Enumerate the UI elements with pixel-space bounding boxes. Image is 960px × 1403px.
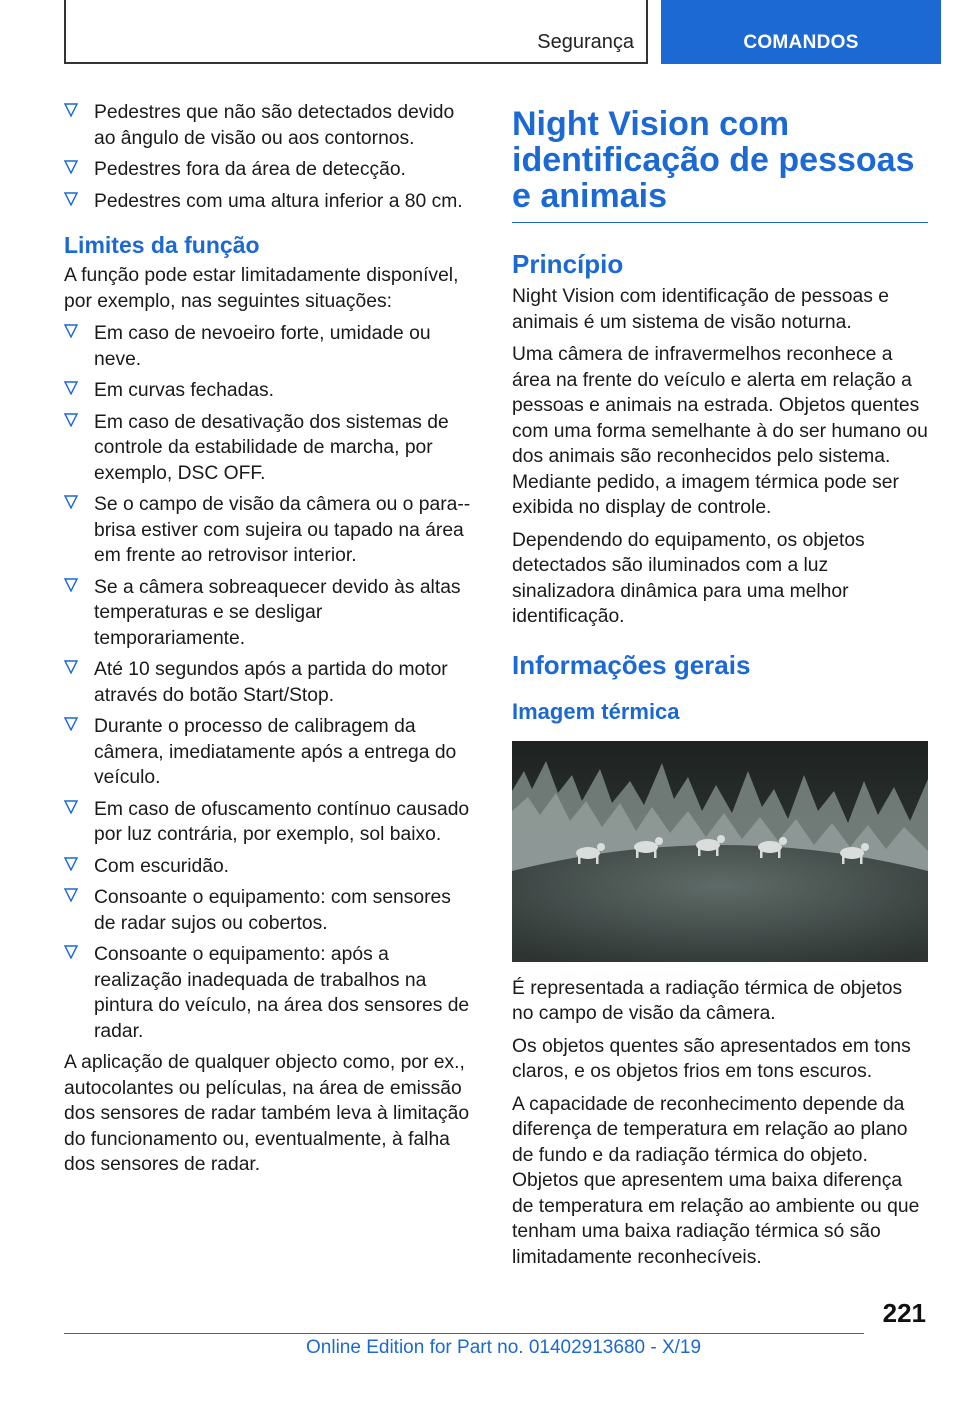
thermal-image-illustration: [512, 741, 928, 962]
triangle-bullet-icon: [64, 888, 78, 902]
thermal-paragraph: Os objetos quentes são apresentados em tons claros, e os objetos frios em tons escuros.: [512, 1035, 911, 1082]
triangle-bullet-icon: [64, 495, 78, 509]
triangle-bullet-icon: [64, 192, 78, 206]
triangle-bullet-icon: [64, 857, 78, 871]
left-column: [64, 100, 476, 1185]
closing-paragraph: A aplicação de qualquer objecto como, por ex., autocolantes ou películas, na área de emissão dos sensores de radar também leva à limitação do funcionamento ou, eventualmente, à falha dos sensores de radar.: [64, 1052, 470, 1175]
list-item: Consoante o equipamento: com sensores de radar sujos ou cobertos.: [64, 885, 476, 936]
principle-paragraph: Dependendo do equipamento, os objetos detectados são iluminados com a luz sinalizadora dinâmica para uma melhor identificação.: [512, 529, 865, 627]
list-item: Pedestres que não são detectados devido ao ângulo de visão ou aos contornos.: [64, 100, 476, 151]
list-item: Em curvas fechadas.: [64, 378, 476, 404]
triangle-bullet-icon: [64, 945, 78, 959]
section-heading: Night Vision com identificação de pessoas e animais: [512, 106, 928, 223]
edition-note: Online Edition for Part no. 01402913680 - X/19: [306, 1337, 702, 1358]
triangle-bullet-icon: [64, 103, 78, 117]
thermal-paragraph: A capacidade de reconhecimento depende da diferença de temperatura em relação ao plano de fundo e da radiação térmica do objeto. Objetos que apresentem uma baixa diferença de temperatura em relação ao ambiente ou que tenham uma baixa radiação térmica só são limitadamente reconhecíveis.: [512, 1093, 920, 1268]
triangle-bullet-icon: [64, 660, 78, 674]
list-item: Consoante o equipamento: após a realização inadequada de trabalhos na pintura do veículo, na área dos sensores de radar.: [64, 942, 476, 1044]
page-number: 221: [882, 1298, 926, 1328]
triangle-bullet-icon: [64, 381, 78, 395]
list-item: Durante o processo de calibragem da câmera, imediatamente após a entrega do veículo.: [64, 714, 476, 791]
list-item: Em caso de ofuscamento contínuo causado por luz contrária, por exemplo, sol baixo.: [64, 797, 476, 848]
list-item: Em caso de desativação dos sistemas de controle da estabilidade de marcha, por exemplo, DSC OFF.: [64, 410, 476, 487]
list-item: Em caso de nevoeiro forte, umidade ou neve.: [64, 321, 476, 372]
limits-heading: Limites da função: [64, 232, 260, 258]
triangle-bullet-icon: [64, 413, 78, 427]
triangle-bullet-icon: [64, 578, 78, 592]
thermal-heading: Imagem térmica: [512, 698, 680, 724]
principle-heading: Princípio: [512, 249, 624, 279]
list-item: Se a câmera sobreaquecer devido às altas temperaturas e se desligar temporariamente.: [64, 575, 476, 652]
pedestrian-bullets: [64, 100, 476, 214]
triangle-bullet-icon: [64, 324, 78, 338]
list-item: Com escuridão.: [64, 854, 476, 880]
limits-intro: A função pode estar limitadamente disponível, por exemplo, nas seguintes situações:: [64, 265, 459, 312]
chapter-tab: COMANDOS: [661, 0, 941, 64]
thermal-paragraph: É representada a radiação térmica de objetos no campo de visão da câmera.: [512, 977, 903, 1024]
list-item: Até 10 segundos após a partida do motor através do botão Start/Stop.: [64, 657, 476, 708]
section-title: Segurança: [537, 31, 634, 53]
triangle-bullet-icon: [64, 800, 78, 814]
list-item: Pedestres fora da área de detecção.: [64, 157, 476, 183]
right-column: [512, 100, 928, 1277]
list-item: Pedestres com uma altura inferior a 80 cm.: [64, 189, 476, 215]
list-item: Se o campo de visão da câmera ou o para--brisa estiver com sujeira ou tapado na área em frente ao retrovisor interior.: [64, 492, 476, 569]
principle-paragraph: Uma câmera de infravermelhos reconhece a área na frente do veículo e alerta em relação a pessoas e animais na estrada. Objetos quentes com uma forma semelhante à do ser humano ou dos animais são reconhecidos pelo sistema. Mediante pedido, a imagem térmica pode ser exibida no display de controle.: [512, 344, 928, 518]
principle-paragraph: Night Vision com identificação de pessoas e animais é um sistema de visão noturna.: [512, 286, 889, 333]
footer-divider: [64, 1333, 864, 1334]
limits-bullets: [64, 321, 476, 1044]
general-heading: Informações gerais: [512, 649, 751, 680]
triangle-bullet-icon: [64, 717, 78, 731]
header-frame: [64, 0, 648, 64]
triangle-bullet-icon: [64, 160, 78, 174]
